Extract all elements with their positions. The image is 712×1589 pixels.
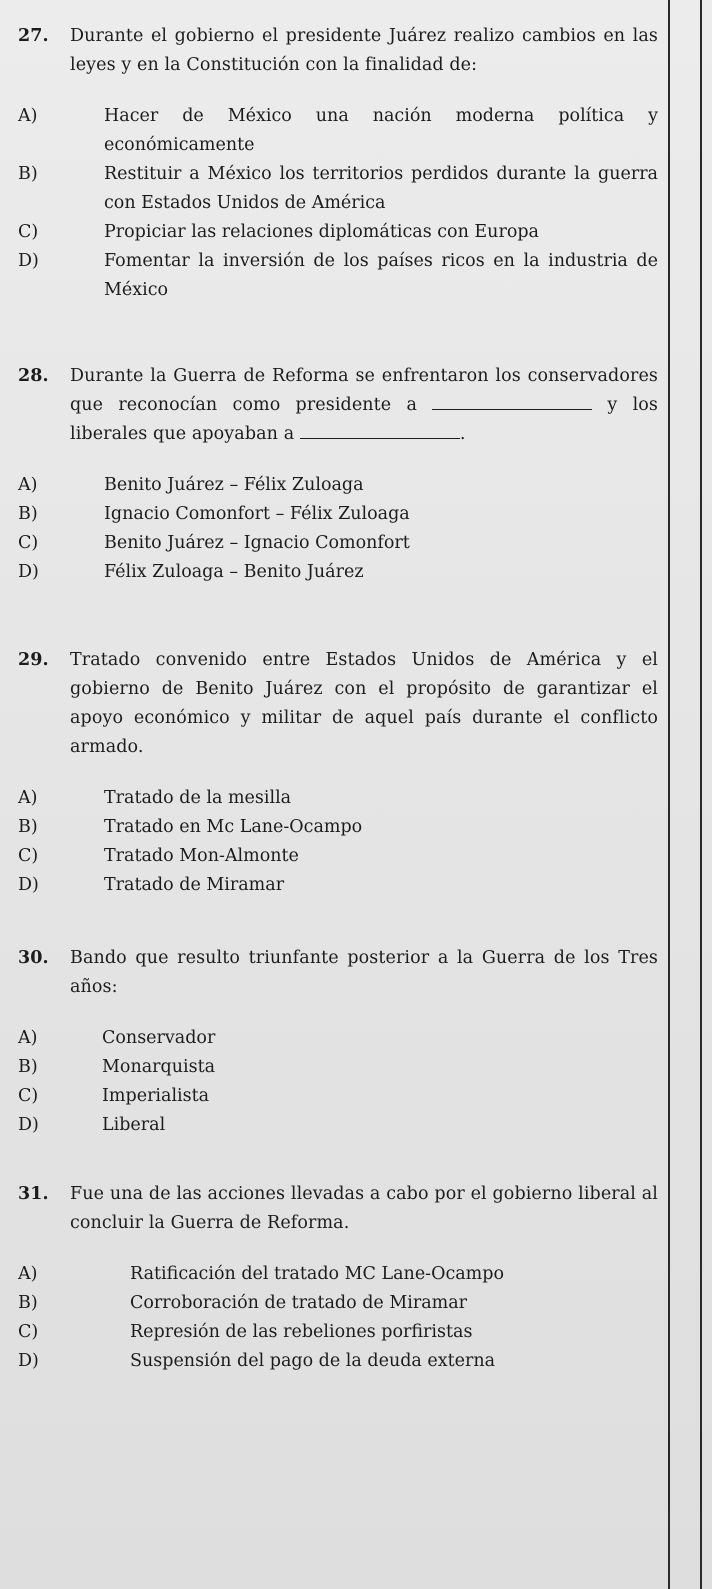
option-letter: C) [18, 1086, 39, 1106]
option-text: Ignacio Comonfort – Félix Zuloaga [104, 504, 410, 524]
option-text: Félix Zuloaga – Benito Juárez [104, 562, 364, 582]
option-text: Benito Juárez – Ignacio Comonfort [104, 533, 410, 553]
option-c[interactable] [18, 1082, 658, 1111]
question-text: Tratado convenido entre Estados Unidos de América y el gobierno de Benito Juárez con el propósito de garantizar el apoyo económico y militar de aquel país durante el conflicto armado. [70, 650, 658, 757]
question-31-stem [18, 1180, 658, 1238]
option-letter: C) [18, 1322, 39, 1342]
option-letter: D) [18, 1351, 39, 1371]
option-a[interactable] [18, 102, 658, 160]
option-d[interactable] [18, 558, 658, 587]
question-number: 28. [18, 366, 49, 386]
option-letter: C) [18, 846, 39, 866]
option-d[interactable] [18, 1347, 658, 1376]
option-c[interactable] [18, 218, 658, 247]
option-text: Tratado de Miramar [104, 875, 285, 895]
question-31 [18, 1180, 658, 1376]
option-letter: C) [18, 222, 39, 242]
option-letter: B) [18, 1293, 38, 1313]
option-b[interactable] [18, 1289, 658, 1318]
options-list [18, 1260, 658, 1376]
question-text: Bando que resulto triunfante posterior a la Guerra de los Tres años: [70, 948, 658, 997]
option-text: Corroboración de tratado de Miramar [130, 1293, 468, 1313]
question-29-stem [18, 646, 658, 762]
question-29 [18, 646, 658, 900]
option-b[interactable] [18, 813, 658, 842]
option-c[interactable] [18, 1318, 658, 1347]
option-text: Tratado en Mc Lane-Ocampo [104, 817, 363, 837]
option-letter: B) [18, 164, 38, 184]
question-number: 31. [18, 1184, 49, 1204]
question-text: Durante el gobierno el presidente Juárez realizo cambios en las leyes y en la Constitución con la finalidad de: [70, 26, 658, 75]
option-text: Conservador [102, 1028, 216, 1048]
option-a[interactable] [18, 1024, 658, 1053]
question-text: . [459, 424, 466, 444]
page-edge-line [700, 0, 702, 1589]
question-28-stem [18, 362, 658, 449]
option-text: Represión de las rebeliones porfiristas [130, 1322, 473, 1342]
question-number: 27. [18, 26, 49, 46]
question-text: Durante la Guerra de Reforma se enfrentaron los conservadores que reconocían como presidente a [70, 366, 658, 415]
option-letter: A) [18, 788, 38, 808]
question-number: 29. [18, 650, 49, 670]
option-c[interactable] [18, 842, 658, 871]
option-letter: D) [18, 562, 39, 582]
question-28 [18, 362, 658, 587]
option-text: Restituir a México los territorios perdidos durante la guerra con Estados Unidos de América [104, 164, 658, 213]
options-list [18, 471, 658, 587]
option-a[interactable] [18, 471, 658, 500]
option-c[interactable] [18, 529, 658, 558]
option-d[interactable] [18, 247, 658, 305]
option-letter: A) [18, 106, 38, 126]
options-list [18, 102, 658, 305]
question-text: Fue una de las acciones llevadas a cabo por el gobierno liberal al concluir la Guerra de Reforma. [70, 1184, 658, 1233]
option-b[interactable] [18, 1053, 658, 1082]
option-a[interactable] [18, 1260, 658, 1289]
answer-blank[interactable] [300, 420, 460, 439]
option-letter: D) [18, 875, 39, 895]
option-letter: C) [18, 533, 39, 553]
option-d[interactable] [18, 1111, 658, 1140]
question-30-stem [18, 944, 658, 1002]
option-text: Imperialista [102, 1086, 210, 1106]
option-letter: B) [18, 504, 38, 524]
option-b[interactable] [18, 500, 658, 529]
option-letter: D) [18, 251, 39, 271]
option-letter: B) [18, 1057, 38, 1077]
option-a[interactable] [18, 784, 658, 813]
option-letter: D) [18, 1115, 39, 1135]
option-text: Ratificación del tratado MC Lane-Ocampo [130, 1264, 505, 1284]
page-edge-line [668, 0, 670, 1589]
option-text: Propiciar las relaciones diplomáticas con Europa [104, 222, 539, 242]
option-letter: B) [18, 817, 38, 837]
options-list [18, 1024, 658, 1140]
question-number: 30. [18, 948, 49, 968]
option-text: Hacer de México una nación moderna política y económicamente [104, 106, 658, 155]
option-text: Benito Juárez – Félix Zuloaga [104, 475, 364, 495]
answer-blank[interactable] [432, 391, 592, 410]
option-letter: A) [18, 1028, 38, 1048]
options-list [18, 784, 658, 900]
question-text: y los liberales que apoyaban a [70, 395, 658, 444]
option-text: Suspensión del pago de la deuda externa [130, 1351, 496, 1371]
option-b[interactable] [18, 160, 658, 218]
question-30 [18, 944, 658, 1140]
option-letter: A) [18, 475, 38, 495]
question-27 [18, 22, 658, 305]
option-text: Tratado Mon-Almonte [104, 846, 299, 866]
question-27-stem [18, 22, 658, 80]
option-text: Monarquista [102, 1057, 216, 1077]
option-text: Fomentar la inversión de los países ricos en la industria de México [104, 251, 658, 300]
option-d[interactable] [18, 871, 658, 900]
option-text: Liberal [102, 1115, 166, 1135]
option-letter: A) [18, 1264, 38, 1284]
option-text: Tratado de la mesilla [104, 788, 292, 808]
